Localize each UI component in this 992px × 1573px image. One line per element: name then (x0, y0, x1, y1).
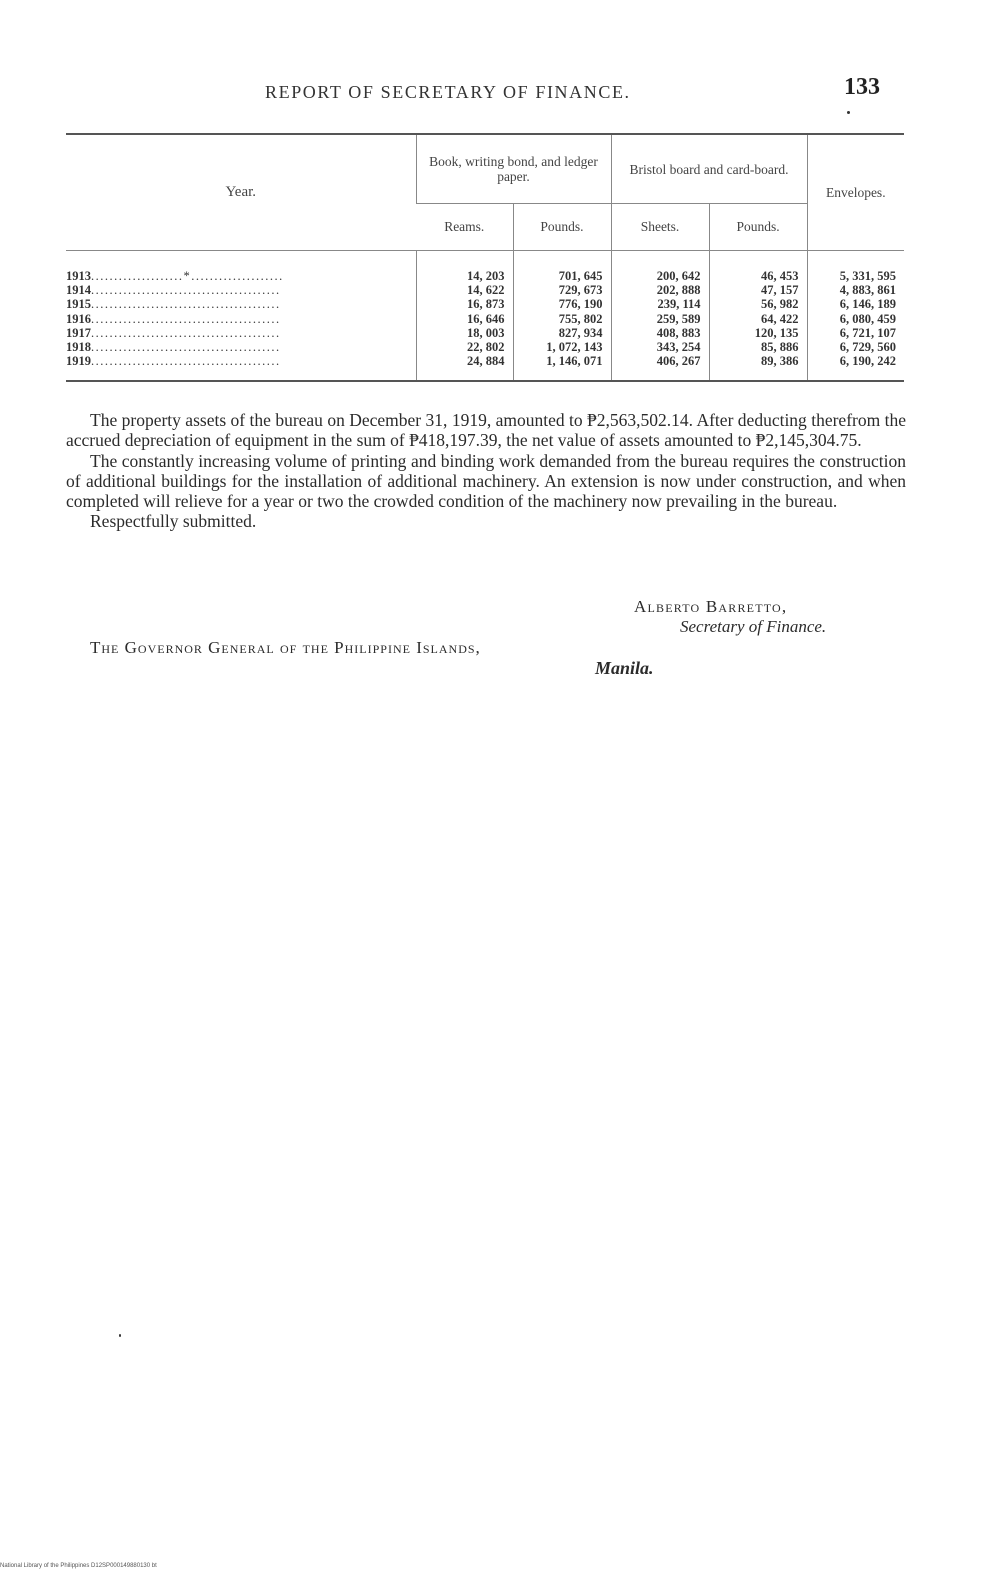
paper-pounds-cell: 827, 934 (513, 326, 611, 340)
running-title: REPORT OF SECRETARY OF FINANCE. (265, 82, 631, 102)
paper-stock-table (66, 133, 904, 382)
envelopes-cell: 4, 883, 861 (807, 283, 904, 297)
board-pounds-cell: 46, 453 (709, 251, 807, 284)
year-cell: 1918 (66, 340, 91, 355)
board-pounds-cell: 56, 982 (709, 297, 807, 311)
signatory-name: Alberto Barretto, (634, 597, 788, 616)
year-column-header: Year. (66, 134, 416, 251)
reams-cell: 16, 646 (416, 312, 513, 326)
envelopes-cell: 6, 729, 560 (807, 340, 904, 354)
envelopes-cell: 6, 190, 242 (807, 354, 904, 381)
leader-dots: ......................................... (91, 325, 281, 340)
paper-pounds-column-header: Pounds. (513, 204, 611, 251)
leader-dots: ......................................... (91, 283, 281, 298)
paper-group-header: Book, writing bond, and ledger paper. (416, 134, 611, 204)
year-cell: 1913 (66, 269, 91, 283)
table-row (66, 340, 904, 354)
year-cell: 1915 (66, 297, 91, 312)
sheets-cell: 200, 642 (611, 251, 709, 284)
paper-pounds-cell: 1, 072, 143 (513, 340, 611, 354)
table-row (66, 297, 904, 311)
sheets-cell: 408, 883 (611, 326, 709, 340)
leader-dots: ......................................... (91, 297, 281, 312)
table-row (66, 312, 904, 326)
sheets-cell: 406, 267 (611, 354, 709, 381)
addressee-line: The Governor General of the Philippine Islands, (90, 638, 481, 657)
board-pounds-column-header: Pounds. (709, 204, 807, 251)
print-speck (119, 1334, 121, 1337)
reams-cell: 14, 203 (416, 251, 513, 284)
addressee-location: Manila. (595, 658, 654, 678)
reams-cell: 22, 802 (416, 340, 513, 354)
table-row (66, 354, 904, 381)
reams-cell: 24, 884 (416, 354, 513, 381)
paper-pounds-cell: 776, 190 (513, 297, 611, 311)
year-cell: 1919 (66, 354, 91, 369)
expansion-paragraph: The constantly increasing volume of printing and binding work demanded from the bureau requires the construction of additional buildings for the installation of additional machinery. An extension is now under construction, and when completed will relieve for a year or two the crowded condition of the machinery now prevailing in the bureau. (66, 450, 906, 512)
paper-pounds-cell: 701, 645 (513, 251, 611, 284)
board-pounds-cell: 47, 157 (709, 283, 807, 297)
board-group-header: Bristol board and card-board. (611, 134, 807, 204)
signatory-title: Secretary of Finance. (680, 617, 827, 636)
paper-pounds-cell: 729, 673 (513, 283, 611, 297)
leader-dots: ......................................... (91, 354, 281, 369)
reams-cell: 18, 003 (416, 326, 513, 340)
reams-cell: 14, 622 (416, 283, 513, 297)
leader-dots: ......................................... (91, 340, 281, 355)
board-pounds-cell: 85, 886 (709, 340, 807, 354)
year-cell: 1917 (66, 325, 91, 340)
envelopes-cell: 6, 146, 189 (807, 297, 904, 311)
board-pounds-cell: 120, 135 (709, 326, 807, 340)
assets-paragraph: The property assets of the bureau on December 31, 1919, amounted to ₱2,563,502.14. After deducting therefrom the accrued depreciation of equipment in the sum of ₱418,197.39, the net value of assets amounted to ₱2,145,304.75. (66, 410, 906, 451)
report-body (66, 410, 906, 532)
table-row (66, 283, 904, 297)
year-cell: 1914 (66, 283, 91, 298)
paper-pounds-cell: 1, 146, 071 (513, 354, 611, 381)
sheets-cell: 343, 254 (611, 340, 709, 354)
sheets-cell: 202, 888 (611, 283, 709, 297)
envelopes-cell: 5, 331, 595 (807, 251, 904, 284)
envelopes-cell: 6, 080, 459 (807, 312, 904, 326)
sheets-column-header: Sheets. (611, 204, 709, 251)
board-pounds-cell: 64, 422 (709, 312, 807, 326)
signature-block (634, 597, 826, 637)
sheets-cell: 259, 589 (611, 312, 709, 326)
leader-dots: ......................................... (91, 311, 281, 326)
reams-cell: 16, 873 (416, 297, 513, 311)
table-row (66, 326, 904, 340)
page-number: 133 (844, 74, 880, 100)
reams-column-header: Reams. (416, 204, 513, 251)
leader-dots: ....................*.................... (91, 269, 284, 283)
envelopes-cell: 6, 721, 107 (807, 326, 904, 340)
envelopes-column-header: Envelopes. (807, 134, 904, 251)
board-pounds-cell: 89, 386 (709, 354, 807, 381)
scan-source-tag: National Library of the Philippines D12SP000149880130 bt (0, 1563, 157, 1569)
closing-line: Respectfully submitted. (90, 511, 257, 532)
year-cell: 1916 (66, 311, 91, 326)
paper-pounds-cell: 755, 802 (513, 312, 611, 326)
print-speck (847, 111, 850, 114)
sheets-cell: 239, 114 (611, 297, 709, 311)
table-row (66, 251, 904, 284)
